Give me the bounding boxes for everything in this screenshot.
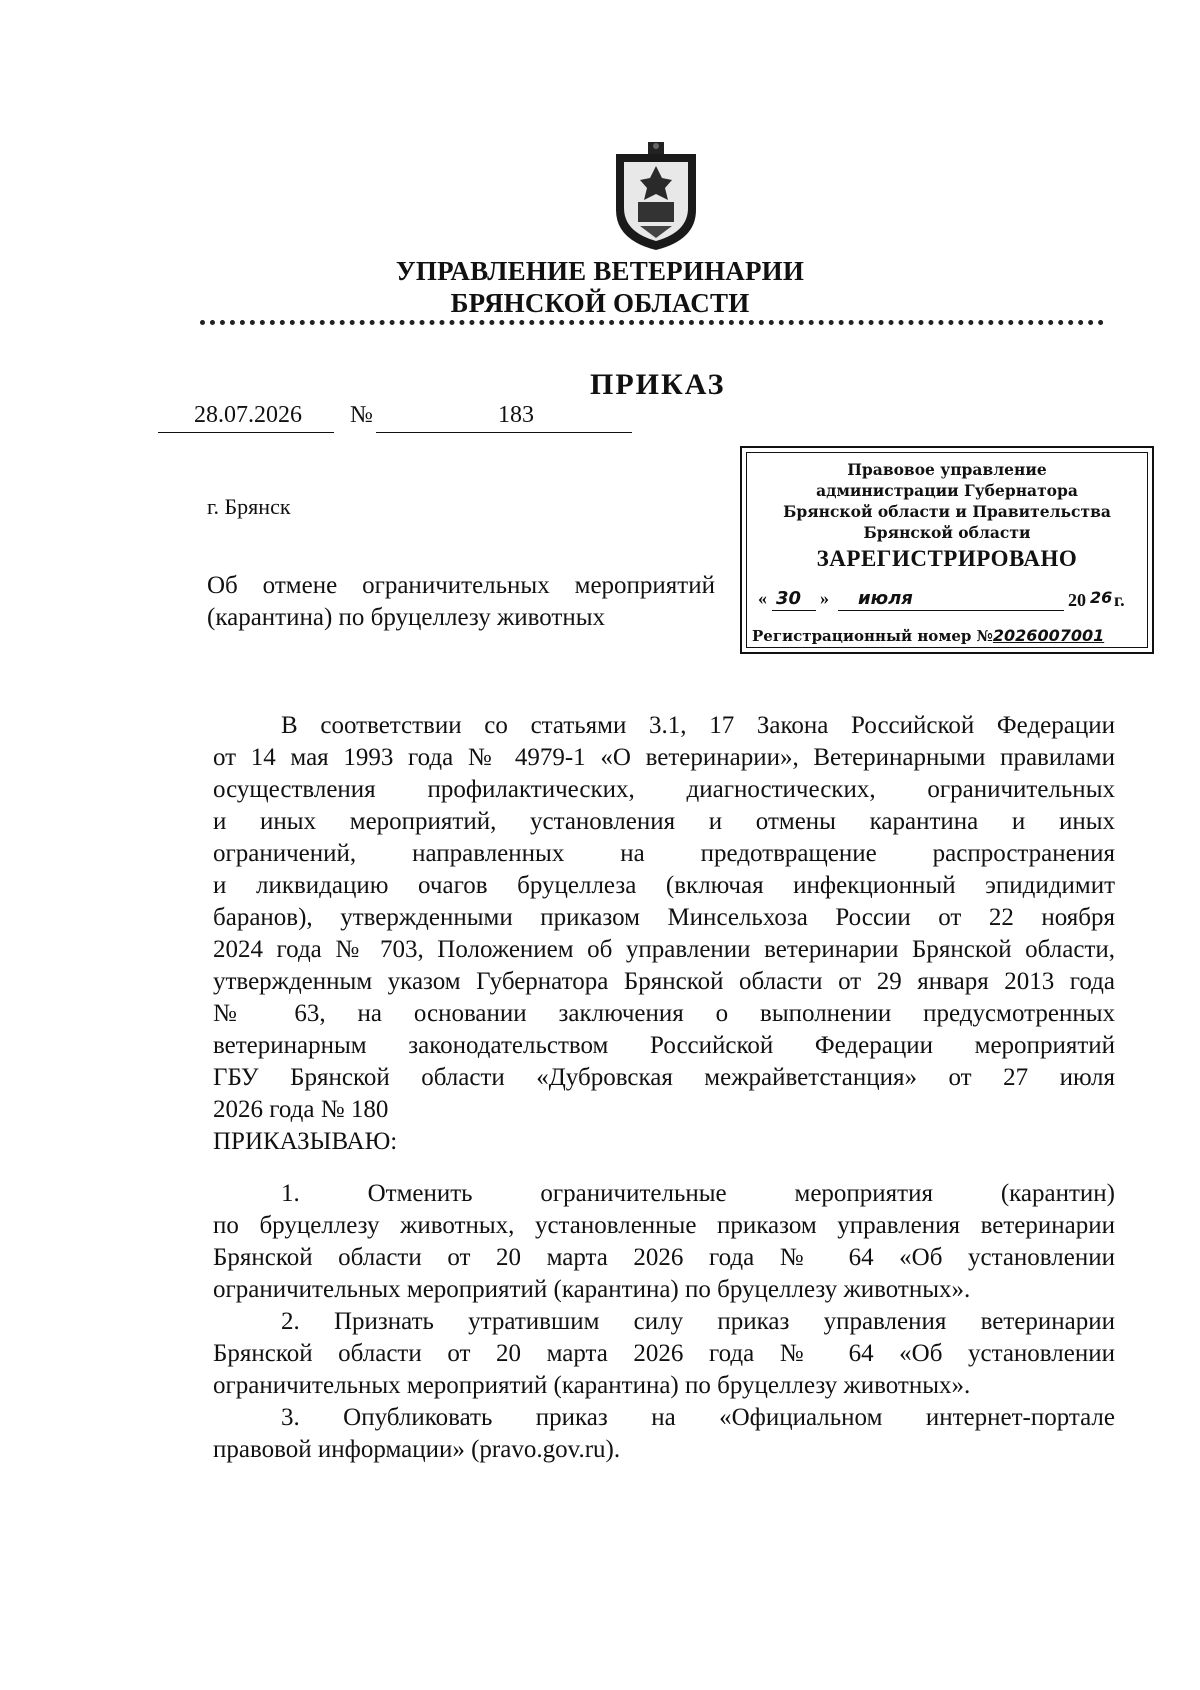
stamp-line: администрации Губернатора: [816, 481, 1078, 500]
stamp-line: Брянской области и Правительства: [783, 502, 1111, 521]
order-item-line: 1. Отменить ограничительные мероприятия (карантин): [281, 1180, 1115, 1207]
document-title: ПРИКАЗ: [590, 368, 726, 401]
preamble-line: и иных мероприятий, установления и отмены карантина и иных: [213, 808, 1115, 835]
stamp-registered: ЗАРЕГИСТРИРОВАНО: [816, 546, 1078, 571]
stamp-line: Брянской области: [863, 523, 1031, 542]
preamble-line: 2026 года № 180: [213, 1096, 389, 1123]
order-item-line: 3. Опубликовать приказ на «Официальном интернет-портале: [281, 1404, 1115, 1431]
order-item: [213, 1178, 1115, 1306]
stamp-year-suffix: 26: [1090, 588, 1113, 607]
preamble-line: ГБУ Брянской области «Дубровская межрайветстанция» от 27 июля: [213, 1064, 1115, 1091]
order-item-line: Брянской области от 20 марта 2026 года № 64 «Об установлении: [213, 1340, 1115, 1367]
order-number: 183: [498, 402, 534, 428]
stamp-reg-label: Регистрационный номер №: [752, 627, 993, 645]
stamp-year-prefix: 20: [1068, 590, 1086, 610]
subject-line: (карантина) по бруцеллезу животных: [207, 604, 606, 631]
stamp-year-end: г.: [1114, 590, 1125, 610]
stamp-month: июля: [858, 588, 913, 609]
order-subject: [207, 570, 715, 634]
order-item-line: по бруцеллезу животных, установленные приказом управления ветеринарии: [213, 1212, 1115, 1239]
decree-word: ПРИКАЗЫВАЮ:: [213, 1128, 398, 1155]
preamble-line: В соответствии со статьями 3.1, 17 Закона Российской Федерации: [281, 712, 1115, 739]
preamble-line: осуществления профилактических, диагностических, ограничительных: [213, 776, 1115, 803]
preamble-line: № 63, на основании заключения о выполнении предусмотренных: [213, 1000, 1115, 1027]
preamble-line: баранов), утвержденными приказом Минсельхоза России от 22 ноября: [213, 904, 1115, 931]
order-item: [213, 1402, 1115, 1466]
preamble-line: ветеринарным законодательством Российской Федерации мероприятий: [213, 1032, 1115, 1059]
order-item-line: ограничительных мероприятий (карантина) по бруцеллезу животных».: [213, 1372, 971, 1399]
date-underline: [158, 432, 334, 433]
org-name-line2: БРЯНСКОЙ ОБЛАСТИ: [450, 288, 750, 318]
number-underline: [376, 432, 632, 433]
order-date: 28.07.2026: [194, 402, 302, 428]
city: г. Брянск: [207, 494, 291, 519]
stamp-reg-line: [752, 626, 1104, 645]
preamble-line: от 14 мая 1993 года № 4979-1 «О ветеринарии», Ветеринарными правилами: [213, 744, 1115, 771]
order-item-line: Брянской области от 20 марта 2026 года № 64 «Об установлении: [213, 1244, 1115, 1271]
registration-stamp: [740, 446, 1154, 654]
stamp-line: Правовое управление: [847, 460, 1047, 479]
preamble-line: ограничений, направленных на предотвращение распространения: [213, 840, 1115, 867]
org-name-line1: УПРАВЛЕНИЕ ВЕТЕРИНАРИИ: [395, 256, 805, 286]
order-item-line: ограничительных мероприятий (карантина) по бруцеллезу животных».: [213, 1276, 971, 1303]
order-item-line: 2. Признать утратившим силу приказ управления ветеринарии: [281, 1308, 1115, 1335]
preamble-line: и ликвидацию очагов бруцеллеза (включая инфекционный эпидидимит: [213, 872, 1115, 899]
stamp-date-line: « 30 » июля 20 26 г.: [758, 588, 1125, 610]
order-item: [213, 1306, 1115, 1402]
header-divider: [200, 320, 1104, 325]
preamble: [213, 710, 1115, 1126]
preamble-line: утвержденным указом Губернатора Брянской области от 29 января 2013 года: [213, 968, 1115, 995]
subject-line: Об отмене ограничительных мероприятий: [207, 572, 715, 599]
preamble-line: 2024 года № 703, Положением об управлении ветеринарии Брянской области,: [213, 936, 1115, 963]
order-items: [213, 1178, 1115, 1466]
stamp-reg-number: 2026007001: [992, 626, 1105, 645]
number-sign: №: [350, 402, 373, 428]
stamp-day: 30: [776, 588, 802, 609]
order-item-line: правовой информации» (pravo.gov.ru).: [213, 1436, 621, 1463]
coat-of-arms-icon: [610, 140, 702, 252]
